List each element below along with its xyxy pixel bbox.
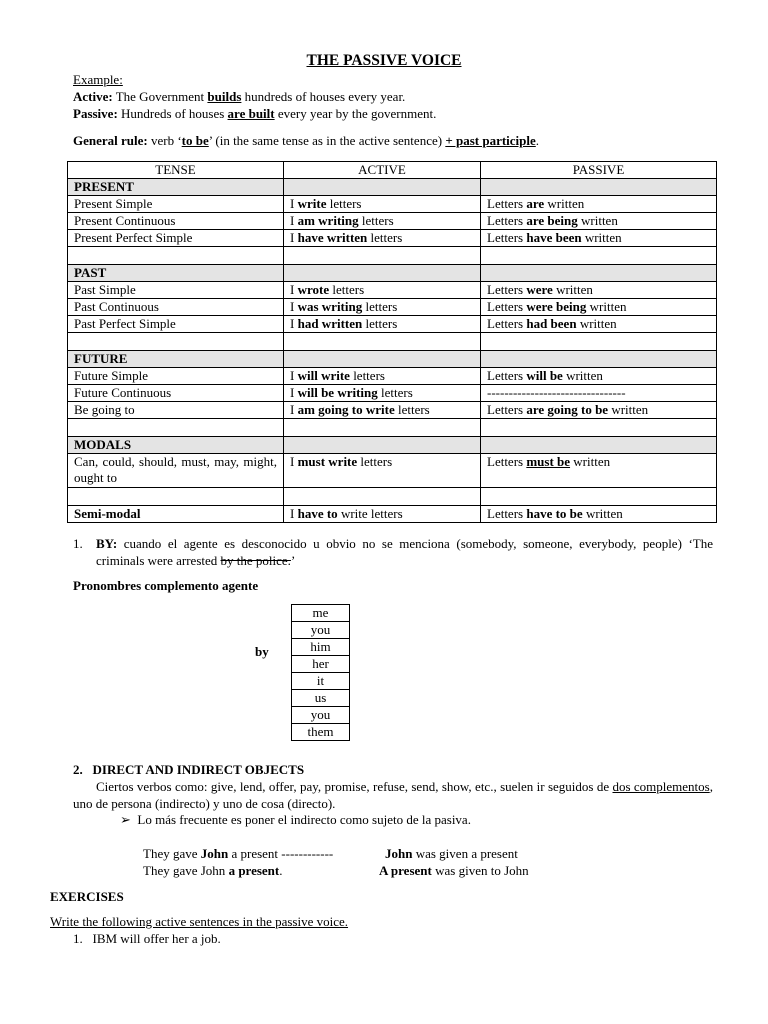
table-row: Past Continuous I was writing letters Letters were being written	[68, 299, 717, 316]
spacer-row	[68, 488, 717, 506]
pronoun-cell: it	[292, 673, 350, 690]
table-row: Future Continuous I will be writing letters --------------------------------	[68, 385, 717, 402]
table-row: Can, could, should, must, may, might, ought to I must write letters Letters must be written	[68, 454, 717, 488]
page-title: THE PASSIVE VOICE	[306, 52, 462, 69]
table-row: Semi-modal I have to write letters Letters have to be written	[68, 506, 717, 523]
passive-example: Passive: Hundreds of houses are built every year by the government.	[73, 106, 437, 121]
bullet-item: ➢ Lo más frecuente es poner el indirecto como sujeto de la pasiva.	[120, 812, 471, 827]
pronoun-cell: us	[292, 690, 350, 707]
group-row-past: PAST	[68, 265, 717, 282]
pronoun-cell: her	[292, 656, 350, 673]
table-row: Present Continuous I am writing letters Letters are being written	[68, 213, 717, 230]
active-example: Active: The Government builds hundreds of houses every year.	[73, 89, 406, 104]
table-row: Present Simple I write letters Letters are written	[68, 196, 717, 213]
section-objects-heading: 2. DIRECT AND INDIRECT OBJECTS	[73, 762, 305, 777]
pronoun-cell: you	[292, 707, 350, 724]
pronoun-table	[291, 604, 350, 741]
by-label: by	[255, 644, 269, 659]
table-row: Present Perfect Simple I have written letters Letters have been written	[68, 230, 717, 247]
column-header-tense: TENSE	[68, 162, 284, 179]
example-active-2: They gave John a present.	[143, 863, 283, 878]
spacer-row	[68, 333, 717, 351]
group-row-modals: MODALS	[68, 437, 717, 454]
section-objects-text: Ciertos verbos como: give, lend, offer, pay, promise, refuse, send, show, etc., suelen ir seguidos de dos complementos, uno de persona (indirecto) y uno de cosa (directo).	[73, 779, 713, 811]
pronouns-heading: Pronombres complemento agente	[73, 578, 259, 593]
table-row: Past Simple I wrote letters Letters were written	[68, 282, 717, 299]
example-active-1: They gave John a present ------------	[143, 846, 334, 861]
arrow-bullet-icon: ➢	[120, 812, 131, 827]
table-header-row	[68, 162, 717, 179]
group-row-present: PRESENT	[68, 179, 717, 196]
pronoun-cell: you	[292, 622, 350, 639]
pronoun-cell: me	[292, 605, 350, 622]
pronoun-cell: him	[292, 639, 350, 656]
example-label: Example:	[73, 72, 123, 87]
spacer-row	[68, 247, 717, 265]
example-passive-1: John was given a present	[385, 846, 518, 861]
example-passive-2: A present was given to John	[379, 863, 529, 878]
column-header-passive: PASSIVE	[481, 162, 717, 179]
general-rule: General rule: verb ‘to be’ (in the same tense as in the active sentence) + past participle.	[73, 133, 540, 148]
exercises-heading: EXERCISES	[50, 889, 124, 904]
example-block	[73, 71, 733, 122]
spacer-row	[68, 419, 717, 437]
table-row: Past Perfect Simple I had written letters Letters had been written	[68, 316, 717, 333]
section-objects	[73, 761, 713, 812]
exercises-instruction: Write the following active sentences in the passive voice.	[50, 914, 349, 929]
column-header-active: ACTIVE	[284, 162, 481, 179]
table-row: Future Simple I will write letters Letters will be written	[68, 368, 717, 385]
pronoun-cell: them	[292, 724, 350, 741]
table-row: Be going to I am going to write letters Letters are going to be written	[68, 402, 717, 419]
exercise-item: 1. IBM will offer her a job.	[73, 931, 221, 946]
section-by: 1. BY: cuando el agente es desconocido u obvio no se menciona (somebody, someone, everybody, people) ‘The criminals were arrested by the police.’	[73, 536, 713, 568]
group-row-future: FUTURE	[68, 351, 717, 368]
tense-table	[67, 161, 717, 523]
